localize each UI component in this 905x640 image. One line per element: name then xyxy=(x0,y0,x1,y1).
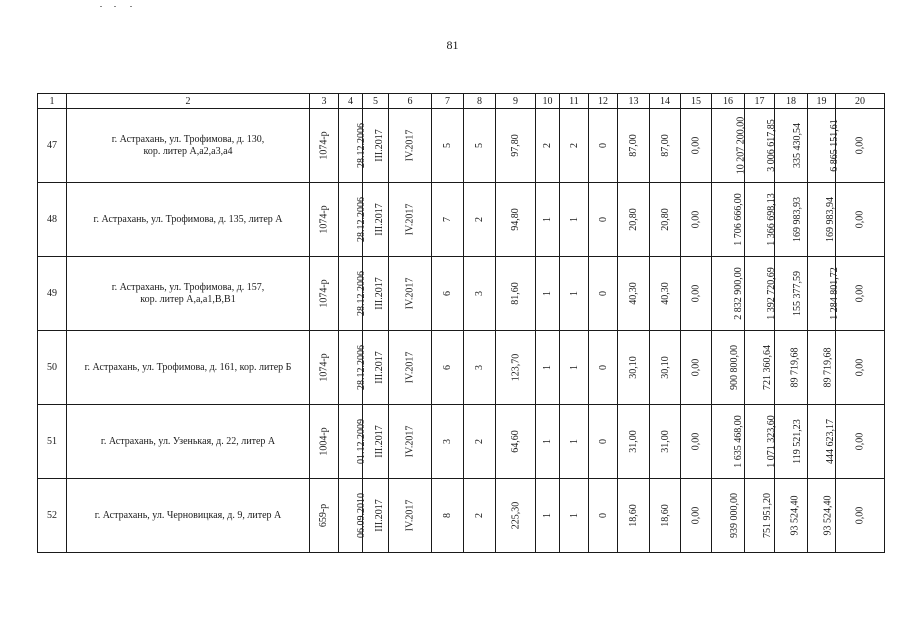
value-cell-c12 xyxy=(589,183,618,257)
column-number-cell: 2 xyxy=(67,94,310,109)
value-text: 169 983,94 xyxy=(825,197,836,242)
value-text: 1 xyxy=(542,217,553,222)
value-cell-c10 xyxy=(536,257,560,331)
value-text: 721 360,64 xyxy=(762,345,773,390)
value-text: 89 719,68 xyxy=(822,347,834,388)
value-text: 155 377,59 xyxy=(792,271,803,316)
value-cell-c6 xyxy=(389,257,432,331)
column-number-cell: 4 xyxy=(339,94,363,109)
value-text: 18,60 xyxy=(628,504,639,527)
value-cell-c3 xyxy=(310,405,339,479)
value-cell-c5 xyxy=(363,479,389,553)
value-text: 1 xyxy=(542,291,553,296)
value-text: 93 524,40 xyxy=(789,495,801,536)
value-text: 3 xyxy=(474,365,485,370)
value-text: 0,00 xyxy=(854,432,866,451)
value-text: 939 000,00 xyxy=(729,493,740,538)
address-line: г. Астрахань, ул. Трофимова, д. 130, xyxy=(111,133,265,145)
value-text: IV.2017 xyxy=(404,203,416,236)
value-text: 0 xyxy=(597,291,609,296)
value-text: 2 xyxy=(542,143,553,148)
page-number: 81 xyxy=(446,38,459,52)
value-cell-c5 xyxy=(363,331,389,405)
value-text: 119 521,23 xyxy=(791,419,803,464)
value-cell-c9 xyxy=(496,405,536,479)
table-row xyxy=(38,109,885,183)
value-cell-c18 xyxy=(775,331,808,405)
value-text: 5 xyxy=(474,143,485,148)
value-cell-c5 xyxy=(363,109,389,183)
value-cell-c12 xyxy=(589,479,618,553)
value-cell-c5 xyxy=(363,257,389,331)
value-cell-c9 xyxy=(496,257,536,331)
address-cell xyxy=(67,405,310,479)
value-text: 1 xyxy=(542,365,553,370)
value-cell-c11 xyxy=(560,109,589,183)
value-text: 1074-р xyxy=(318,353,330,382)
value-cell-c6 xyxy=(389,183,432,257)
value-text: 31,00 xyxy=(659,430,671,453)
value-cell-c12 xyxy=(589,109,618,183)
column-number-cell: 1 xyxy=(38,94,67,109)
value-cell-c15 xyxy=(681,479,712,553)
value-cell-c3 xyxy=(310,479,339,553)
column-number-cell: 5 xyxy=(363,94,389,109)
value-text: 659-р xyxy=(318,503,330,528)
address-cell xyxy=(67,331,310,405)
value-text: 20,80 xyxy=(628,208,639,231)
value-cell-c11 xyxy=(560,183,589,257)
value-text: 81,60 xyxy=(510,282,521,305)
value-cell-c20 xyxy=(836,257,885,331)
value-text: 0,00 xyxy=(854,136,866,155)
scan-artifact xyxy=(100,6,140,8)
column-number-cell: 17 xyxy=(745,94,775,109)
value-cell-c20 xyxy=(836,331,885,405)
value-cell-c10 xyxy=(536,183,560,257)
value-text: IV.2017 xyxy=(404,277,416,310)
column-number-cell: 6 xyxy=(389,94,432,109)
address-line: г. Астрахань, ул. Трофимова, д. 157, xyxy=(111,281,265,293)
value-text: 1 xyxy=(568,513,580,518)
value-cell-c20 xyxy=(836,405,885,479)
table-row xyxy=(38,183,885,257)
value-cell-c19 xyxy=(808,257,840,331)
address-line: кор. литер А,а2,а3,а4 xyxy=(143,145,233,157)
table-row xyxy=(38,331,885,405)
value-text: 30,10 xyxy=(628,356,639,379)
column-number-cell: 11 xyxy=(560,94,589,109)
value-text: 0 xyxy=(597,439,609,444)
value-cell-c6 xyxy=(389,479,432,553)
value-cell-c8 xyxy=(464,479,496,553)
column-number-cell: 20 xyxy=(836,94,885,109)
value-cell-c7 xyxy=(432,183,464,257)
value-text: 30,10 xyxy=(659,356,671,379)
value-cell-c13 xyxy=(618,109,650,183)
value-cell-c16 xyxy=(712,257,745,331)
value-text: 1 284 801,72 xyxy=(828,267,840,320)
column-number-cell: 16 xyxy=(712,94,745,109)
value-text: IV.2017 xyxy=(404,425,416,458)
value-text: 2 xyxy=(474,439,485,444)
value-text: 01.12.2009 xyxy=(356,419,367,464)
value-text: 2 xyxy=(568,143,580,148)
value-cell-c4 xyxy=(339,257,367,331)
value-text: 0,00 xyxy=(690,136,702,155)
value-cell-c16 xyxy=(712,183,745,257)
value-text: 751 951,20 xyxy=(762,493,773,538)
value-cell-c17 xyxy=(745,109,775,183)
address-cell xyxy=(67,479,310,553)
value-text: 0,00 xyxy=(690,432,702,451)
value-cell-c12 xyxy=(589,405,618,479)
value-cell-c10 xyxy=(536,331,560,405)
value-cell-c7 xyxy=(432,405,464,479)
value-cell-c9 xyxy=(496,331,536,405)
value-text: 2 xyxy=(474,513,485,518)
value-cell-c3 xyxy=(310,183,339,257)
value-cell-c9 xyxy=(496,479,536,553)
value-cell-c7 xyxy=(432,109,464,183)
value-cell-c15 xyxy=(681,183,712,257)
value-text: 0,00 xyxy=(854,358,866,377)
value-cell-c19 xyxy=(808,405,836,479)
value-text: III.2017 xyxy=(373,425,385,458)
value-text: 64,60 xyxy=(510,430,521,453)
value-cell-c18 xyxy=(775,109,808,183)
value-cell-c4 xyxy=(339,109,367,183)
value-cell-c19 xyxy=(808,331,836,405)
value-text: 3 xyxy=(474,291,485,296)
value-text: 1 071 323,60 xyxy=(765,415,777,468)
column-number-cell: 9 xyxy=(496,94,536,109)
address-line: г. Астрахань, ул. Узенькая, д. 22, литер А xyxy=(100,435,276,447)
value-cell-c14 xyxy=(650,405,681,479)
value-cell-c4 xyxy=(339,479,367,553)
column-number-cell: 15 xyxy=(681,94,712,109)
value-cell-c20 xyxy=(836,109,885,183)
value-text: 900 800,00 xyxy=(729,345,740,390)
value-text: 6 865 151,61 xyxy=(828,119,840,172)
column-number-cell: 7 xyxy=(432,94,464,109)
value-text: 10 207 200,00 xyxy=(735,116,747,175)
value-cell-c14 xyxy=(650,257,681,331)
value-text: 1 706 666,00 xyxy=(732,193,744,246)
value-text: 40,30 xyxy=(659,282,671,305)
value-cell-c11 xyxy=(560,405,589,479)
value-cell-c11 xyxy=(560,257,589,331)
value-text: 87,00 xyxy=(628,134,639,157)
value-text: 1004-р xyxy=(318,427,330,456)
value-text: IV.2017 xyxy=(404,499,416,532)
row-number-cell: 51 xyxy=(38,405,67,479)
value-text: 123,70 xyxy=(510,353,521,382)
value-cell-c4 xyxy=(339,183,367,257)
value-cell-c5 xyxy=(363,405,389,479)
register-table xyxy=(37,93,885,553)
value-cell-c8 xyxy=(464,257,496,331)
value-text: 18,60 xyxy=(659,504,671,527)
value-text: IV.2017 xyxy=(404,129,416,162)
value-cell-c16 xyxy=(712,405,745,479)
value-text: III.2017 xyxy=(373,351,385,384)
value-text: 1 xyxy=(568,439,580,444)
value-cell-c15 xyxy=(681,257,712,331)
value-cell-c9 xyxy=(496,109,536,183)
value-text: 2 xyxy=(474,217,485,222)
value-text: 6 xyxy=(442,291,453,296)
address-cell xyxy=(67,257,310,331)
value-text: 06.09.2010 xyxy=(356,493,367,538)
value-text: 8 xyxy=(442,513,453,518)
value-text: 3 006 617,85 xyxy=(765,119,777,172)
value-text: III.2017 xyxy=(373,277,385,310)
value-cell-c18 xyxy=(775,257,808,331)
value-text: 40,30 xyxy=(628,282,639,305)
value-text: 0,00 xyxy=(854,210,866,229)
value-text: 1 xyxy=(542,513,553,518)
row-number-cell: 52 xyxy=(38,479,67,553)
address-line: кор. литер А,а,а1,В,В1 xyxy=(140,293,236,305)
value-cell-c8 xyxy=(464,109,496,183)
value-text: 1 xyxy=(568,217,580,222)
value-cell-c15 xyxy=(681,109,712,183)
column-number-cell: 18 xyxy=(775,94,808,109)
value-cell-c20 xyxy=(836,479,885,553)
value-text: 0,00 xyxy=(690,506,702,525)
address-line: г. Астрахань, ул. Трофимова, д. 135, литер А xyxy=(93,213,283,225)
value-text: 0 xyxy=(597,143,609,148)
value-cell-c13 xyxy=(618,257,650,331)
value-text: 31,00 xyxy=(628,430,639,453)
value-cell-c20 xyxy=(836,183,885,257)
value-cell-c11 xyxy=(560,479,589,553)
value-cell-c7 xyxy=(432,479,464,553)
value-cell-c17 xyxy=(745,183,775,257)
value-text: 1 392 720,69 xyxy=(765,267,777,320)
value-cell-c10 xyxy=(536,109,560,183)
value-cell-c15 xyxy=(681,405,712,479)
column-number-cell: 13 xyxy=(618,94,650,109)
value-cell-c15 xyxy=(681,331,712,405)
value-text: 1 xyxy=(568,291,580,296)
value-text: 28.12.2006 xyxy=(356,197,367,242)
value-cell-c13 xyxy=(618,479,650,553)
value-cell-c13 xyxy=(618,331,650,405)
value-text: 28.12.2006 xyxy=(356,271,367,316)
value-text: IV.2017 xyxy=(404,351,416,384)
row-number-cell: 48 xyxy=(38,183,67,257)
value-text: 1 635 468,00 xyxy=(732,415,744,468)
value-cell-c8 xyxy=(464,331,496,405)
row-number-cell: 47 xyxy=(38,109,67,183)
value-text: 335 430,54 xyxy=(792,123,803,168)
row-number-cell: 49 xyxy=(38,257,67,331)
value-cell-c17 xyxy=(745,405,775,479)
value-cell-c16 xyxy=(712,479,745,553)
address-line: г. Астрахань, ул. Черновицкая, д. 9, литер А xyxy=(94,509,282,521)
value-cell-c6 xyxy=(389,331,432,405)
value-cell-c19 xyxy=(808,479,836,553)
value-text: 1 xyxy=(542,439,553,444)
value-cell-c4 xyxy=(339,331,367,405)
value-text: 87,00 xyxy=(659,134,671,157)
value-text: 89 719,68 xyxy=(789,347,801,388)
value-text: 94,80 xyxy=(510,208,521,231)
row-number-cell: 50 xyxy=(38,331,67,405)
value-text: 5 xyxy=(442,143,453,148)
address-cell xyxy=(67,109,310,183)
table-row xyxy=(38,257,885,331)
value-cell-c3 xyxy=(310,257,339,331)
value-text: 444 623,17 xyxy=(825,419,836,464)
value-text: 97,80 xyxy=(510,134,521,157)
value-cell-c18 xyxy=(775,405,808,479)
value-cell-c19 xyxy=(808,183,836,257)
value-text: 169 983,93 xyxy=(792,197,803,242)
value-text: 1 xyxy=(568,365,580,370)
value-cell-c14 xyxy=(650,183,681,257)
value-cell-c18 xyxy=(775,183,808,257)
value-cell-c8 xyxy=(464,405,496,479)
value-text: 3 xyxy=(442,439,453,444)
address-cell xyxy=(67,183,310,257)
value-cell-c12 xyxy=(589,331,618,405)
address-line: г. Астрахань, ул. Трофимова, д. 161, кор. литер Б xyxy=(84,361,292,373)
value-cell-c13 xyxy=(618,405,650,479)
column-number-row xyxy=(38,94,885,109)
value-cell-c3 xyxy=(310,331,339,405)
value-cell-c12 xyxy=(589,257,618,331)
value-text: 28.12.2006 xyxy=(356,345,367,390)
value-cell-c7 xyxy=(432,257,464,331)
column-number-cell: 10 xyxy=(536,94,560,109)
value-text: 1 366 698,13 xyxy=(765,193,777,246)
value-text: 20,80 xyxy=(659,208,671,231)
value-text: 0 xyxy=(597,217,609,222)
value-text: 6 xyxy=(442,365,453,370)
value-cell-c8 xyxy=(464,183,496,257)
value-text: 225,30 xyxy=(510,501,521,530)
value-text: 1074-р xyxy=(318,131,330,160)
table-row xyxy=(38,405,885,479)
value-cell-c19 xyxy=(808,109,840,183)
value-cell-c14 xyxy=(650,109,681,183)
value-text: 93 524,40 xyxy=(822,495,834,536)
value-cell-c14 xyxy=(650,331,681,405)
value-cell-c10 xyxy=(536,405,560,479)
value-cell-c17 xyxy=(745,257,775,331)
value-text: 28.12.2006 xyxy=(356,123,367,168)
value-text: 0,00 xyxy=(690,284,702,303)
value-cell-c13 xyxy=(618,183,650,257)
value-text: 1074-р xyxy=(318,279,330,308)
value-text: 7 xyxy=(442,217,453,222)
value-cell-c10 xyxy=(536,479,560,553)
table-row xyxy=(38,479,885,553)
value-cell-c7 xyxy=(432,331,464,405)
value-text: 0,00 xyxy=(690,358,702,377)
value-cell-c17 xyxy=(745,479,775,553)
value-cell-c9 xyxy=(496,183,536,257)
value-text: III.2017 xyxy=(373,499,385,532)
value-cell-c18 xyxy=(775,479,808,553)
value-text: 0 xyxy=(597,365,609,370)
value-text: 0,00 xyxy=(690,210,702,229)
value-cell-c16 xyxy=(712,109,745,183)
value-cell-c4 xyxy=(339,405,367,479)
column-number-cell: 3 xyxy=(310,94,339,109)
value-text: 1074-р xyxy=(318,205,330,234)
value-cell-c6 xyxy=(389,405,432,479)
value-text: 0,00 xyxy=(854,506,866,525)
value-cell-c17 xyxy=(745,331,775,405)
column-number-cell: 14 xyxy=(650,94,681,109)
value-text: III.2017 xyxy=(373,203,385,236)
value-cell-c14 xyxy=(650,479,681,553)
value-text: 0 xyxy=(597,513,609,518)
column-number-cell: 8 xyxy=(464,94,496,109)
value-cell-c3 xyxy=(310,109,339,183)
value-text: III.2017 xyxy=(373,129,385,162)
column-number-cell: 12 xyxy=(589,94,618,109)
value-cell-c11 xyxy=(560,331,589,405)
value-text: 2 832 900,00 xyxy=(732,267,744,320)
column-number-cell: 19 xyxy=(808,94,836,109)
value-cell-c16 xyxy=(712,331,745,405)
value-cell-c6 xyxy=(389,109,432,183)
value-cell-c5 xyxy=(363,183,389,257)
value-text: 0,00 xyxy=(854,284,866,303)
